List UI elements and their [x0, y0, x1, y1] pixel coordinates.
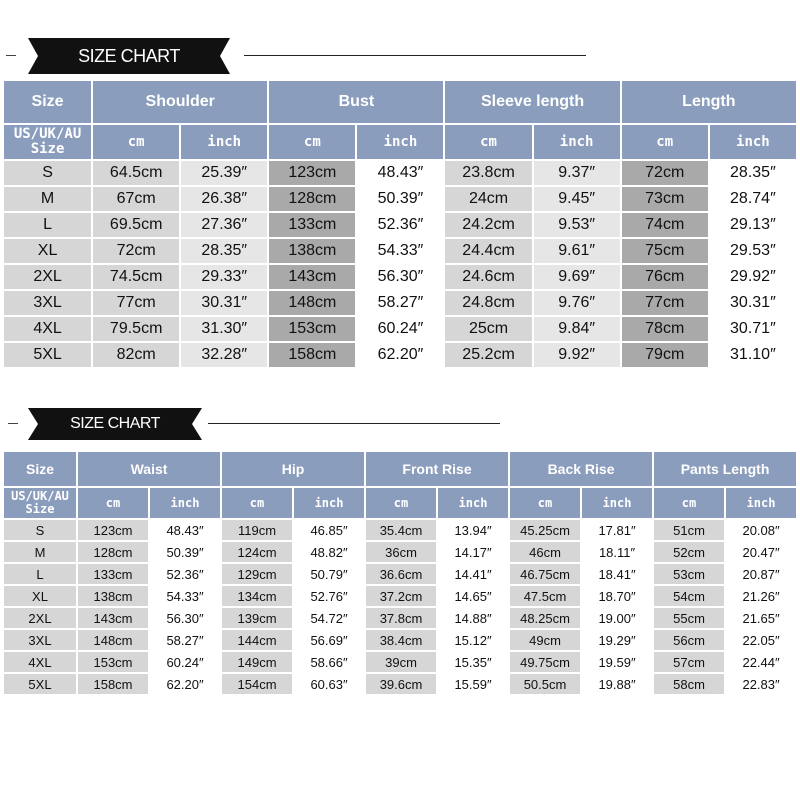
size-cell: 3XL — [4, 630, 76, 650]
measurement-cell: 55cm — [654, 608, 724, 628]
size-cell: S — [4, 520, 76, 540]
measurement-cell: 48.43″ — [357, 161, 443, 185]
measurement-cell: 48.25cm — [510, 608, 580, 628]
measurement-cell: 56.30″ — [357, 265, 443, 289]
measurement-cell: 19.88″ — [582, 674, 652, 694]
measurement-cell: 56.69″ — [294, 630, 364, 650]
measurement-cell: 13.94″ — [438, 520, 508, 540]
banner-rule — [244, 55, 586, 56]
measurement-cell: 123cm — [269, 161, 355, 185]
measurement-cell: 52cm — [654, 542, 724, 562]
measurement-cell: 69.5cm — [93, 213, 179, 237]
table-row — [4, 586, 796, 606]
measurement-cell: 138cm — [269, 239, 355, 263]
measurement-cell: 56cm — [654, 630, 724, 650]
measurement-cell: 46.75cm — [510, 564, 580, 584]
measurement-cell: 46.85″ — [294, 520, 364, 540]
measurement-cell: 134cm — [222, 586, 292, 606]
column-header: Size — [4, 452, 76, 486]
unit-label: cm — [366, 488, 436, 518]
measurement-cell: 82cm — [93, 343, 179, 367]
measurement-cell: 143cm — [78, 608, 148, 628]
measurement-cell: 22.83″ — [726, 674, 796, 694]
measurement-cell: 60.63″ — [294, 674, 364, 694]
size-cell: 5XL — [4, 343, 91, 367]
measurement-cell: 77cm — [93, 291, 179, 315]
table-row — [4, 564, 796, 584]
banner-title: SIZE CHART — [70, 415, 160, 432]
unit-label: cm — [654, 488, 724, 518]
measurement-cell: 39.6cm — [366, 674, 436, 694]
measurement-cell: 129cm — [222, 564, 292, 584]
measurement-cell: 77cm — [622, 291, 708, 315]
header-row — [4, 81, 796, 123]
measurement-cell: 52.36″ — [357, 213, 443, 237]
measurement-cell: 14.65″ — [438, 586, 508, 606]
unit-label: cm — [622, 125, 708, 159]
measurement-cell: 148cm — [269, 291, 355, 315]
measurement-cell: 54.72″ — [294, 608, 364, 628]
measurement-cell: 64.5cm — [93, 161, 179, 185]
measurement-cell: 20.08″ — [726, 520, 796, 540]
measurement-cell: 153cm — [78, 652, 148, 672]
size-system-line: US/UK/AU — [13, 126, 82, 143]
measurement-cell: 28.74″ — [710, 187, 796, 211]
measurement-cell: 158cm — [269, 343, 355, 367]
table-row — [4, 520, 796, 540]
measurement-cell: 133cm — [78, 564, 148, 584]
unit-label: inch — [357, 125, 443, 159]
measurement-cell: 21.65″ — [726, 608, 796, 628]
measurement-cell: 47.5cm — [510, 586, 580, 606]
size-system-line: Size — [30, 141, 65, 157]
measurement-cell: 52.36″ — [150, 564, 220, 584]
measurement-cell: 58.66″ — [294, 652, 364, 672]
measurement-cell: 19.00″ — [582, 608, 652, 628]
measurement-cell: 24.6cm — [445, 265, 531, 289]
measurement-cell: 9.61″ — [534, 239, 620, 263]
measurement-cell: 29.92″ — [710, 265, 796, 289]
measurement-cell: 21.26″ — [726, 586, 796, 606]
measurement-cell: 58cm — [654, 674, 724, 694]
banner-dash — [8, 423, 18, 424]
measurement-cell: 38.4cm — [366, 630, 436, 650]
measurement-cell: 9.92″ — [534, 343, 620, 367]
measurement-cell: 18.70″ — [582, 586, 652, 606]
size-cell: 2XL — [4, 265, 91, 289]
measurement-cell: 67cm — [93, 187, 179, 211]
measurement-cell: 29.33″ — [181, 265, 267, 289]
unit-label: cm — [93, 125, 179, 159]
size-chart-banner-top — [0, 38, 800, 74]
size-system-label — [4, 125, 91, 159]
banner-dash — [6, 55, 16, 56]
measurement-cell: 143cm — [269, 265, 355, 289]
measurement-cell: 60.24″ — [357, 317, 443, 341]
measurement-cell: 49.75cm — [510, 652, 580, 672]
unit-label: inch — [534, 125, 620, 159]
size-cell: 4XL — [4, 652, 76, 672]
measurement-cell: 24cm — [445, 187, 531, 211]
measurement-cell: 32.28″ — [181, 343, 267, 367]
measurement-cell: 73cm — [622, 187, 708, 211]
measurement-cell: 28.35″ — [181, 239, 267, 263]
size-cell: 3XL — [4, 291, 91, 315]
measurement-cell: 79.5cm — [93, 317, 179, 341]
measurement-cell: 28.35″ — [710, 161, 796, 185]
size-cell: XL — [4, 239, 91, 263]
measurement-cell: 9.84″ — [534, 317, 620, 341]
size-system-line: US/UK/AU — [11, 489, 69, 504]
measurement-cell: 26.38″ — [181, 187, 267, 211]
measurement-cell: 31.10″ — [710, 343, 796, 367]
size-cell: M — [4, 542, 76, 562]
column-header: Bust — [269, 81, 443, 123]
measurement-cell: 78cm — [622, 317, 708, 341]
measurement-cell: 128cm — [78, 542, 148, 562]
measurement-cell: 35.4cm — [366, 520, 436, 540]
measurement-cell: 29.53″ — [710, 239, 796, 263]
measurement-cell: 54cm — [654, 586, 724, 606]
column-header: Length — [622, 81, 796, 123]
measurement-cell: 23.8cm — [445, 161, 531, 185]
table-row — [4, 652, 796, 672]
ribbon-tail-left — [28, 38, 38, 74]
size-system-label — [4, 488, 76, 518]
measurement-cell: 62.20″ — [150, 674, 220, 694]
measurement-cell: 20.47″ — [726, 542, 796, 562]
column-header: Back Rise — [510, 452, 652, 486]
unit-row — [4, 488, 796, 518]
table-row — [4, 542, 796, 562]
measurement-cell: 119cm — [222, 520, 292, 540]
measurement-cell: 75cm — [622, 239, 708, 263]
measurement-cell: 24.8cm — [445, 291, 531, 315]
measurement-cell: 18.41″ — [582, 564, 652, 584]
measurement-cell: 14.17″ — [438, 542, 508, 562]
measurement-cell: 30.31″ — [710, 291, 796, 315]
measurement-cell: 158cm — [78, 674, 148, 694]
measurement-cell: 24.2cm — [445, 213, 531, 237]
measurement-cell: 27.36″ — [181, 213, 267, 237]
table-row — [4, 630, 796, 650]
measurement-cell: 9.69″ — [534, 265, 620, 289]
measurement-cell: 50.39″ — [150, 542, 220, 562]
measurement-cell: 36.6cm — [366, 564, 436, 584]
unit-label: cm — [269, 125, 355, 159]
measurement-cell: 46cm — [510, 542, 580, 562]
table-row — [4, 239, 796, 263]
measurement-cell: 52.76″ — [294, 586, 364, 606]
measurement-cell: 62.20″ — [357, 343, 443, 367]
measurement-cell: 72cm — [622, 161, 708, 185]
measurement-cell: 19.59″ — [582, 652, 652, 672]
column-header: Shoulder — [93, 81, 267, 123]
measurement-cell: 39cm — [366, 652, 436, 672]
measurement-cell: 30.71″ — [710, 317, 796, 341]
measurement-cell: 58.27″ — [357, 291, 443, 315]
size-cell: S — [4, 161, 91, 185]
size-cell: L — [4, 213, 91, 237]
banner-title: SIZE CHART — [78, 46, 180, 66]
measurement-cell: 25.2cm — [445, 343, 531, 367]
measurement-cell: 124cm — [222, 542, 292, 562]
measurement-cell: 18.11″ — [582, 542, 652, 562]
table-row — [4, 213, 796, 237]
measurement-cell: 148cm — [78, 630, 148, 650]
table-row — [4, 674, 796, 694]
size-system-line: Size — [25, 502, 55, 516]
bottom-table-body — [4, 520, 796, 694]
measurement-cell: 128cm — [269, 187, 355, 211]
banner-rule — [208, 423, 500, 424]
measurement-cell: 139cm — [222, 608, 292, 628]
measurement-cell: 19.29″ — [582, 630, 652, 650]
measurement-cell: 9.45″ — [534, 187, 620, 211]
unit-label: inch — [582, 488, 652, 518]
measurement-cell: 15.12″ — [438, 630, 508, 650]
measurement-cell: 24.4cm — [445, 239, 531, 263]
measurement-cell: 17.81″ — [582, 520, 652, 540]
measurement-cell: 72cm — [93, 239, 179, 263]
measurement-cell: 53cm — [654, 564, 724, 584]
measurement-cell: 9.76″ — [534, 291, 620, 315]
column-header: Waist — [78, 452, 220, 486]
measurement-cell: 30.31″ — [181, 291, 267, 315]
measurement-cell: 50.39″ — [357, 187, 443, 211]
unit-row — [4, 125, 796, 159]
measurement-cell: 57cm — [654, 652, 724, 672]
measurement-cell: 60.24″ — [150, 652, 220, 672]
measurement-cell: 36cm — [366, 542, 436, 562]
unit-label: inch — [710, 125, 796, 159]
measurement-cell: 22.05″ — [726, 630, 796, 650]
ribbon-tail-left — [28, 408, 38, 440]
measurement-cell: 15.35″ — [438, 652, 508, 672]
measurement-cell: 29.13″ — [710, 213, 796, 237]
measurement-cell: 54.33″ — [357, 239, 443, 263]
table-row — [4, 265, 796, 289]
table-row — [4, 343, 796, 367]
measurement-cell: 123cm — [78, 520, 148, 540]
measurement-cell: 37.8cm — [366, 608, 436, 628]
header-row — [4, 452, 796, 486]
size-cell: 5XL — [4, 674, 76, 694]
measurement-cell: 79cm — [622, 343, 708, 367]
unit-label: inch — [150, 488, 220, 518]
unit-label: cm — [445, 125, 531, 159]
measurement-cell: 49cm — [510, 630, 580, 650]
measurement-cell: 9.37″ — [534, 161, 620, 185]
unit-label: inch — [726, 488, 796, 518]
unit-label: inch — [438, 488, 508, 518]
measurement-cell: 50.5cm — [510, 674, 580, 694]
top-size-table — [2, 79, 798, 369]
measurement-cell: 76cm — [622, 265, 708, 289]
measurement-cell: 50.79″ — [294, 564, 364, 584]
measurement-cell: 22.44″ — [726, 652, 796, 672]
measurement-cell: 74.5cm — [93, 265, 179, 289]
measurement-cell: 37.2cm — [366, 586, 436, 606]
size-cell: 4XL — [4, 317, 91, 341]
measurement-cell: 58.27″ — [150, 630, 220, 650]
measurement-cell: 31.30″ — [181, 317, 267, 341]
column-header: Front Rise — [366, 452, 508, 486]
size-chart-banner-bottom — [0, 408, 800, 440]
size-cell: M — [4, 187, 91, 211]
measurement-cell: 48.43″ — [150, 520, 220, 540]
measurement-cell: 15.59″ — [438, 674, 508, 694]
size-cell: XL — [4, 586, 76, 606]
table-row — [4, 187, 796, 211]
measurement-cell: 154cm — [222, 674, 292, 694]
banner-ribbon — [38, 38, 220, 74]
measurement-cell: 133cm — [269, 213, 355, 237]
measurement-cell: 56.30″ — [150, 608, 220, 628]
measurement-cell: 138cm — [78, 586, 148, 606]
table-row — [4, 317, 796, 341]
unit-label: cm — [510, 488, 580, 518]
measurement-cell: 153cm — [269, 317, 355, 341]
bottom-size-table — [2, 450, 798, 696]
ribbon-tail-right — [220, 38, 230, 74]
banner-ribbon — [38, 408, 192, 440]
measurement-cell: 9.53″ — [534, 213, 620, 237]
measurement-cell: 20.87″ — [726, 564, 796, 584]
column-header: Hip — [222, 452, 364, 486]
size-cell: 2XL — [4, 608, 76, 628]
column-header: Sleeve length — [445, 81, 619, 123]
measurement-cell: 51cm — [654, 520, 724, 540]
measurement-cell: 48.82″ — [294, 542, 364, 562]
unit-label: inch — [294, 488, 364, 518]
size-cell: L — [4, 564, 76, 584]
measurement-cell: 25.39″ — [181, 161, 267, 185]
table-row — [4, 608, 796, 628]
measurement-cell: 14.88″ — [438, 608, 508, 628]
unit-label: inch — [181, 125, 267, 159]
measurement-cell: 25cm — [445, 317, 531, 341]
ribbon-tail-right — [192, 408, 202, 440]
column-header: Size — [4, 81, 91, 123]
measurement-cell: 74cm — [622, 213, 708, 237]
unit-label: cm — [222, 488, 292, 518]
measurement-cell: 45.25cm — [510, 520, 580, 540]
unit-label: cm — [78, 488, 148, 518]
measurement-cell: 54.33″ — [150, 586, 220, 606]
measurement-cell: 149cm — [222, 652, 292, 672]
column-header: Pants Length — [654, 452, 796, 486]
measurement-cell: 144cm — [222, 630, 292, 650]
top-table-body — [4, 161, 796, 367]
measurement-cell: 14.41″ — [438, 564, 508, 584]
table-row — [4, 161, 796, 185]
table-row — [4, 291, 796, 315]
